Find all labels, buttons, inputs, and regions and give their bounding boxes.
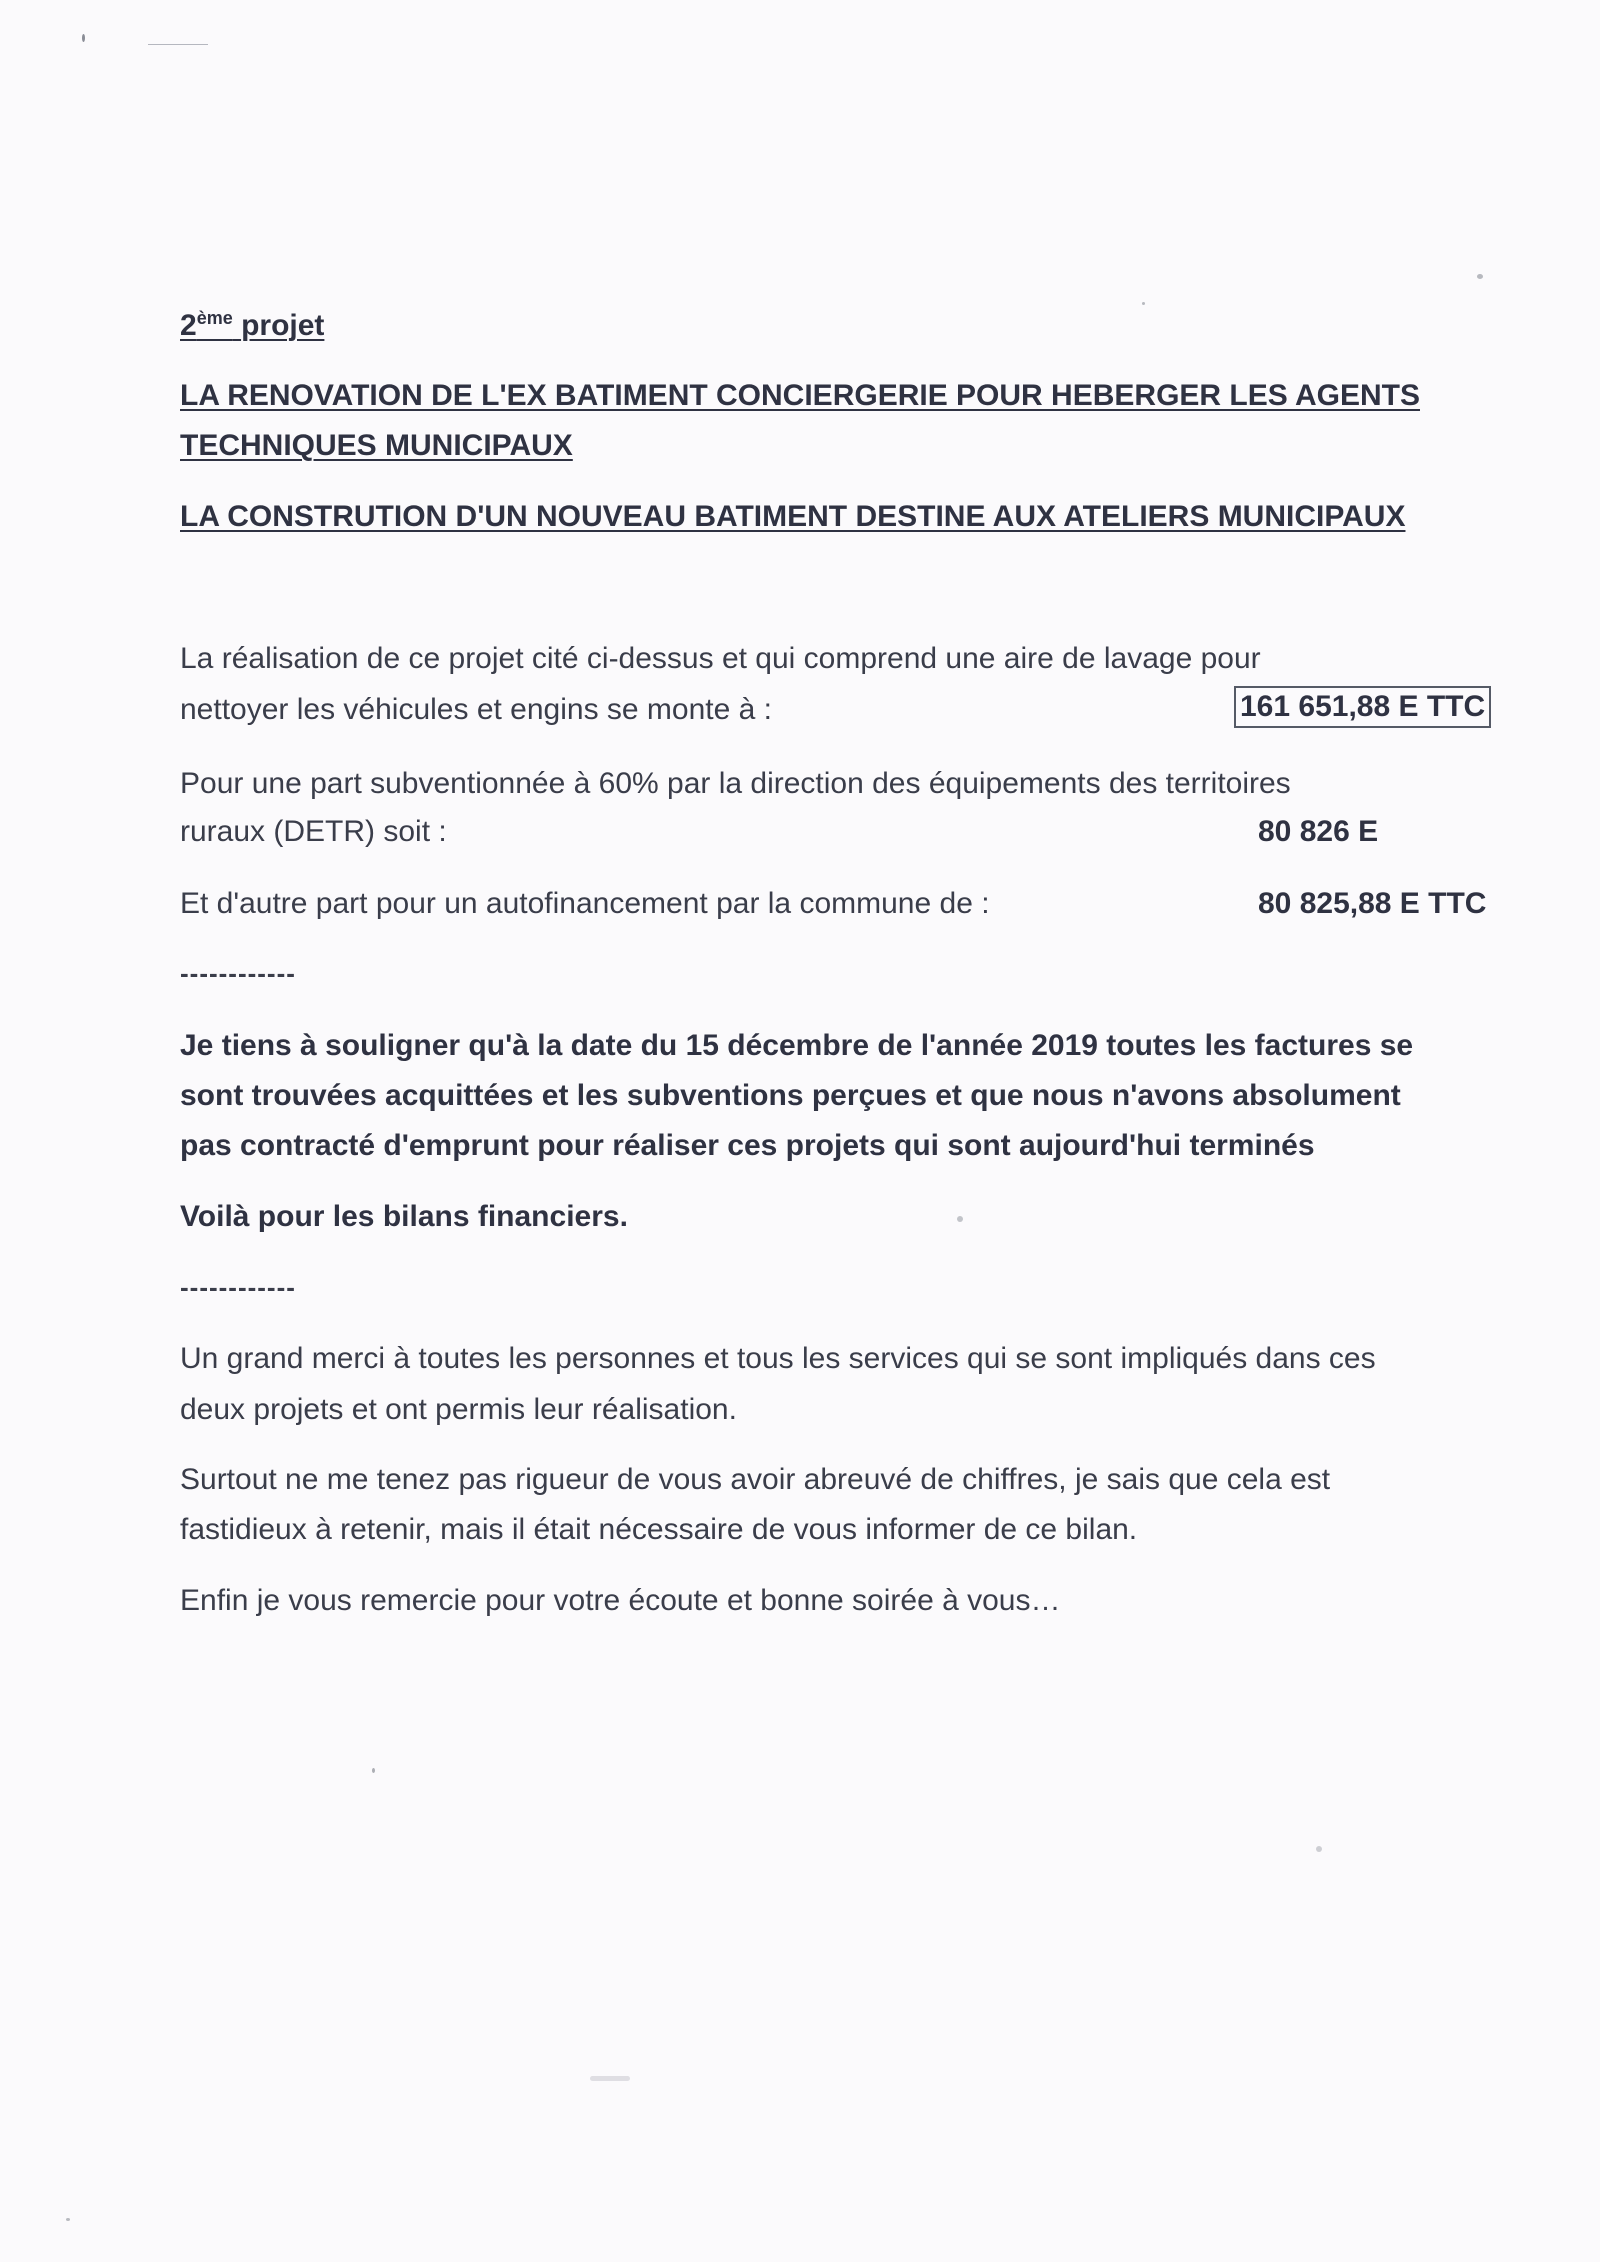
statement-line1: Je tiens à souligner qu'à la date du 15 décembre de l'année 2019 toutes les factures se [180,1029,1414,1062]
scan-speck [1316,1846,1322,1852]
separator: ------------ [180,1272,296,1302]
scan-speck [372,1768,375,1773]
statement-closing: Voilà pour les bilans financiers. [180,1200,628,1233]
self-financing-amount: 80 825,88 E TTC [1258,887,1487,920]
statement-line3: pas contracté d'emprunt pour réaliser ces projets qui sont aujourd'hui terminés [180,1129,1315,1162]
farewell-line: Enfin je vous remercie pour votre écoute et bonne soirée à vous… [180,1584,1061,1617]
thanks-line2: deux projets et ont permis leur réalisation. [180,1393,737,1426]
separator: ------------ [180,958,296,988]
construction-title: LA CONSTRUTION D'UN NOUVEAU BATIMENT DESTINE AUX ATELIERS MUNICIPAUX [180,500,1406,533]
scan-line [148,44,208,45]
renovation-title-line1: LA RENOVATION DE L'EX BATIMENT CONCIERGERIE POUR HEBERGER LES AGENTS [180,379,1420,412]
renovation-title-line2: TECHNIQUES MUNICIPAUX [180,429,573,462]
project-word: projet [241,309,325,342]
project-ordinal: 2 [180,309,197,342]
detr-subsidy-amount: 80 826 E [1258,815,1379,848]
total-cost-line1: La réalisation de ce projet cité ci-dessus et qui comprend une aire de lavage pour [180,642,1261,675]
scan-speck [957,1216,963,1222]
statement-line2: sont trouvées acquittées et les subventions perçues et que nous n'avons absolument [180,1079,1401,1112]
self-financing-line: Et d'autre part pour un autofinancement par la commune de : [180,887,990,920]
scan-speck [1477,274,1483,279]
total-cost-amount: 161 651,88 E TTC [1234,686,1491,728]
scan-speck [1142,302,1145,305]
total-cost-line2: nettoyer les véhicules et engins se monte à : [180,693,773,726]
scan-speck [82,34,85,42]
project-ordinal-suffix: ème [196,308,233,328]
detr-subsidy-line1: Pour une part subventionnée à 60% par la direction des équipements des territoires [180,767,1291,800]
apology-line2: fastidieux à retenir, mais il était nécessaire de vous informer de ce bilan. [180,1513,1138,1546]
apology-line1: Surtout ne me tenez pas rigueur de vous avoir abreuvé de chiffres, je sais que cela est [180,1463,1331,1496]
scan-speck [590,2076,630,2081]
scan-speck [66,2218,70,2221]
thanks-line1: Un grand merci à toutes les personnes et tous les services qui se sont impliqués dans ces [180,1342,1376,1375]
detr-subsidy-line2: ruraux (DETR) soit : [180,815,447,848]
project-heading [180,306,324,346]
